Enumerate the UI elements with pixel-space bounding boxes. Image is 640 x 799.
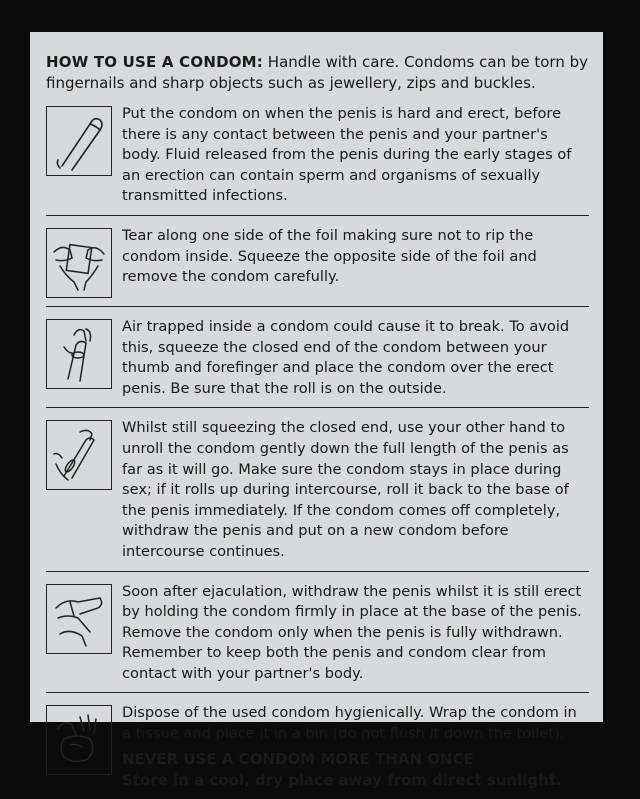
storage-text: Store in a cool, dry place away from direct sunlight.: [122, 770, 562, 789]
step-6-text: Dispose of the used condom hygienically. Wrap the condom in a tissue and place it in a bin (do not flush it down the toilet).: [122, 704, 577, 743]
step-2-text: Tear along one side of the foil making sure not to rip the condom inside. Squeeze the opposite side of the foil and remove the condom carefully.: [122, 226, 537, 286]
intro-heading: HOW TO USE A CONDOM:: [46, 53, 264, 71]
penis-erect-icon: [46, 106, 112, 176]
step-5: [46, 578, 589, 694]
step-3-text: Air trapped inside a condom could cause it to break. To avoid this, squeeze the closed end of the condom between your thumb and forefinger and place the condom over the erect penis. Be sure that the roll is on the outside.: [122, 317, 570, 397]
step-4-text: Whilst still squeezing the closed end, use your other hand to unroll the condom gently down the full length of the penis as far as it will go. Make sure the condom stays in place during sex; if it rolls up during intercourse, roll it back to the base of the penis immediately. If the condom comes off completely, withdraw the penis and put on a new condom before intercourse continues.: [122, 419, 569, 560]
step-3: [46, 313, 589, 408]
warning-text: NEVER USE A CONDOM MORE THAN ONCE: [122, 749, 474, 768]
step-4: [46, 414, 589, 571]
step-5-text: Soon after ejaculation, withdraw the penis whilst it is still erect by holding the condom firmly in place at the base of the penis. Remove the condom only when the penis is fully withdrawn. Remember to keep both the penis and condom clear from contact with your partner's body.: [122, 582, 582, 682]
tear-foil-icon: [46, 228, 112, 298]
intro-text: Handle with care. Condoms can be torn by fingernails and sharp objects such as jewellery, zips and buckles.: [46, 53, 588, 92]
unroll-condom-icon: [46, 420, 112, 490]
squeeze-tip-icon: [46, 319, 112, 389]
step-6-content: [122, 703, 589, 790]
withdraw-hold-icon: [46, 584, 112, 654]
step-1-text: Put the condom on when the penis is hard and erect, before there is any contact between the penis and your partner's body. Fluid released from the penis during the early stages of an erection can contain sperm and organisms of sexually transmitted infections.: [122, 105, 572, 205]
instruction-card: [30, 32, 603, 789]
step-1: [46, 100, 589, 216]
step-6: [46, 699, 589, 798]
step-2: [46, 222, 589, 307]
dispose-tissue-icon: [46, 705, 112, 775]
intro-paragraph: [46, 52, 589, 94]
